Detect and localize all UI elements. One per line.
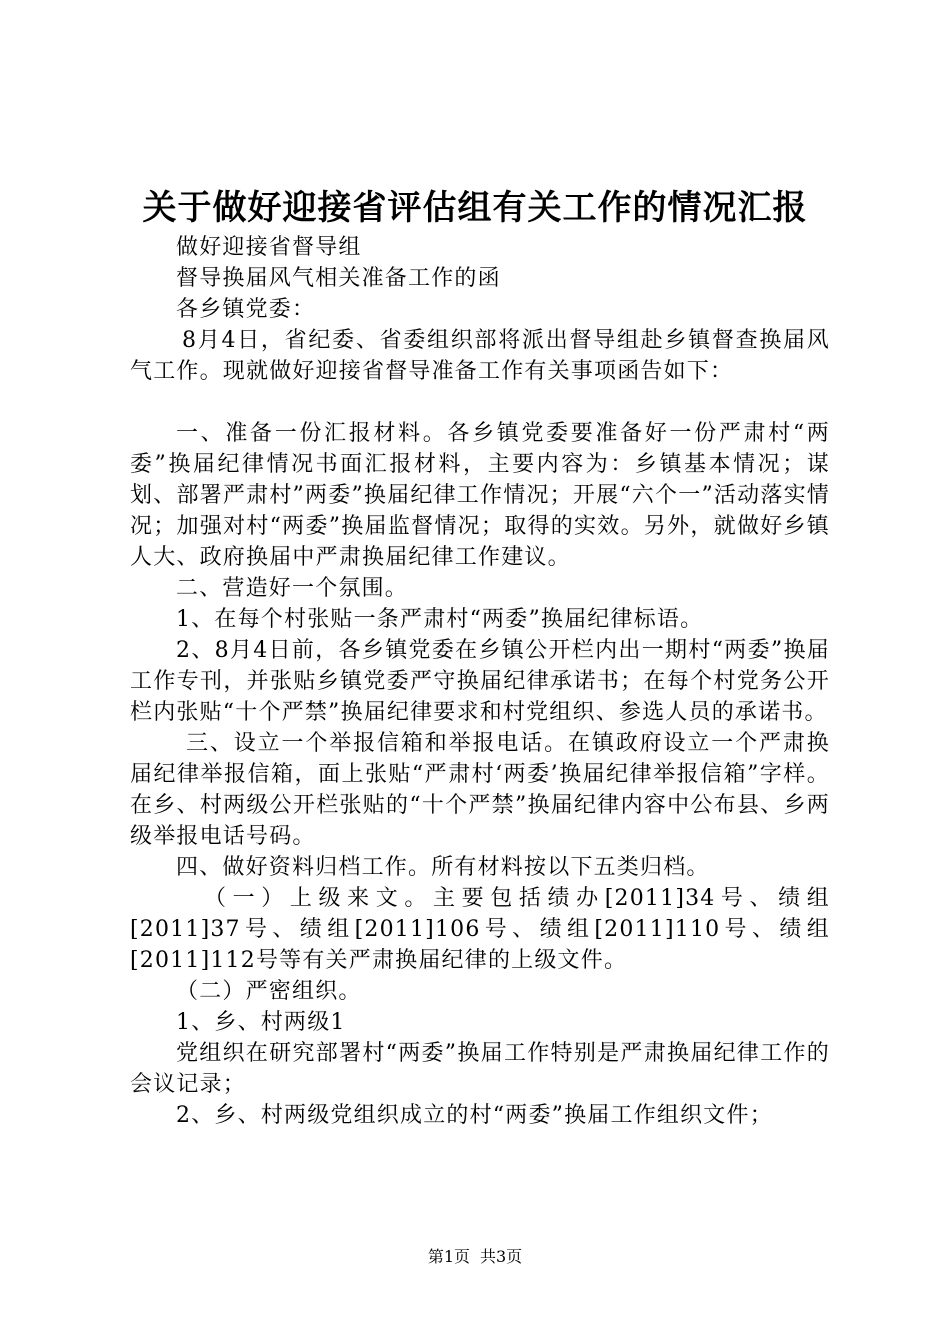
paragraph-item-4-1-cont: 党组织在研究部署村“两委”换届工作特别是严肃换届纪律工作的会议记录； bbox=[130, 1041, 830, 1097]
paragraph-section-3: 三、设立一个举报信箱和举报电话。在镇政府设立一个严肃换届纪律举报信箱，面上张贴“严肃村‘两委’换届纪律举报信箱”字样。在乡、村两级公开栏张贴的“十个严禁”换届纪律内容中公布县、乡两级举报电话号码。 bbox=[130, 731, 830, 849]
page-footer bbox=[0, 1244, 950, 1267]
subject-line-1: 做好迎接省督导组 bbox=[176, 235, 362, 260]
paragraph-subsection-2: （二）严密组织。 bbox=[176, 979, 362, 1004]
paragraph-item-4-1: 1、乡、村两级1 bbox=[176, 1010, 346, 1035]
paragraph-intro: 8月4日，省纪委、省委组织部将派出督导组赴乡镇督查换届风气工作。现就做好迎接省督导准备工作有关事项函告如下： bbox=[130, 328, 830, 384]
page-total: 共3页 bbox=[480, 1247, 523, 1266]
paragraph-subsection-1: （一）上级来文。主要包括绩办[2011]34号、绩组[2011]37号、绩组[2011]106号、绩组[2011]110号、绩组[2011]112号等有关严肃换届纪律的上级文件。 bbox=[130, 886, 830, 973]
blank-line bbox=[130, 387, 830, 418]
page-number: 第1页 bbox=[427, 1247, 470, 1266]
document-body bbox=[130, 232, 830, 1131]
paragraph-section-4: 四、做好资料归档工作。所有材料按以下五类归档。 bbox=[176, 855, 710, 880]
paragraph-item-2-1: 1、在每个村张贴一条严肃村“两委”换届纪律标语。 bbox=[176, 607, 704, 632]
paragraph-section-1: 一、准备一份汇报材料。各乡镇党委要准备好一份严肃村“两委”换届纪律情况书面汇报材料，主要内容为：乡镇基本情况；谋划、部署严肃村”两委”换届纪律工作情况；开展“六个一”活动落实情况；加强对村“两委”换届监督情况；取得的实效。另外，就做好乡镇人大、政府换届中严肃换届纪律工作建议。 bbox=[130, 421, 830, 570]
subject-line-2: 督导换届风气相关准备工作的函 bbox=[176, 266, 501, 291]
salutation: 各乡镇党委： bbox=[176, 297, 316, 322]
document-title: 关于做好迎接省评估组有关工作的情况汇报 bbox=[142, 188, 808, 228]
paragraph-section-2: 二、营造好一个氛围。 bbox=[176, 576, 409, 601]
paragraph-item-2-2: 2、8月4日前，各乡镇党委在乡镇公开栏内出一期村“两委”换届工作专刊，并张贴乡镇党委严守换届纪律承诺书；在每个村党务公开栏内张贴“十个严禁”换届纪律要求和村党组织、参选人员的承诺书。 bbox=[130, 638, 830, 725]
paragraph-item-4-2: 2、乡、村两级党组织成立的村“两委”换届工作组织文件； bbox=[176, 1103, 773, 1128]
